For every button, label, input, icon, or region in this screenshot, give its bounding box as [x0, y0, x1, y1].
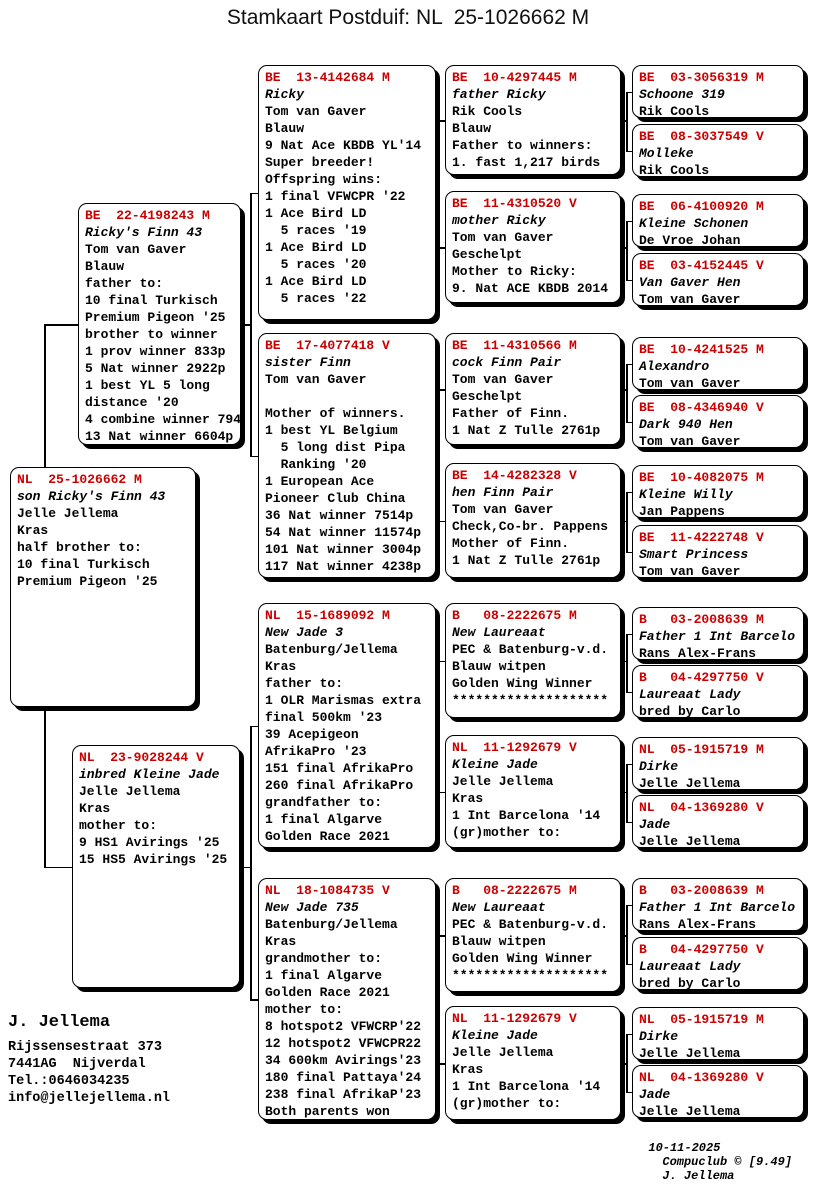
info-line: Tom van Gaver [265, 104, 367, 119]
ring-number: BE 08-3037549 V [639, 129, 764, 144]
info-line: bred by Carlo [639, 704, 741, 719]
info-line: Tom van Gaver [452, 230, 554, 245]
pedigree-box-gg1 [445, 65, 621, 175]
pigeon-name: sister Finn [265, 355, 351, 370]
info-line: Jelle Jellema [639, 1046, 741, 1061]
pigeon-name: Ricky's Finn 43 [85, 225, 203, 240]
pedigree-box-ggg12 [632, 795, 804, 848]
info-line: Blauw witpen [452, 934, 546, 949]
connector-stub [621, 661, 626, 663]
ring-number: BE 08-4346940 V [639, 400, 764, 415]
info-line: Jelle Jellema [79, 784, 181, 799]
connector-rail [438, 661, 440, 792]
info-line: De Vroe Johan [639, 233, 741, 248]
pedigree-box-gg8 [445, 1006, 621, 1120]
info-line: ******************** [452, 693, 609, 708]
pedigree-box-ggg4 [632, 253, 804, 306]
connector-stub [241, 324, 250, 326]
pedigree-box-ggg16 [632, 1065, 804, 1118]
connector-rail [250, 726, 252, 1000]
info-line: brother to winner [85, 327, 218, 342]
connector-stub [44, 867, 72, 869]
connector-stub [436, 726, 438, 728]
info-line: 1 Ace Bird LD [265, 240, 367, 255]
connector-stub [438, 661, 445, 663]
info-line: mother to: [79, 818, 158, 833]
pigeon-name: Molleke [639, 146, 694, 161]
info-line: Tom van Gaver [452, 502, 554, 517]
info-line: Super breeder! [265, 155, 375, 170]
connector-rail [626, 905, 628, 964]
ring-number: BE 03-4152445 V [639, 258, 764, 273]
connector-rail [250, 193, 252, 456]
ring-number: NL 25-1026662 M [17, 472, 142, 487]
pedigree-box-p2 [72, 745, 240, 988]
page-title: Stamkaart Postduif: NL 25-1026662 M [226, 6, 590, 29]
info-line: Offspring wins: [265, 172, 383, 187]
pigeon-name: son Ricky's Finn 43 [17, 489, 166, 504]
info-line: 1 final VFWCPR '22 [265, 189, 406, 204]
connector-stub [436, 999, 438, 1001]
info-line: distance '20 [85, 395, 179, 410]
footer-author: J. Jellema [662, 1169, 735, 1183]
info-line: father to: [85, 276, 164, 291]
owner-name: J. Jellema [8, 1013, 111, 1032]
connector-stub [438, 935, 445, 937]
info-line: Tom van Gaver [85, 242, 187, 257]
info-line: Premium Pigeon '25 [85, 310, 226, 325]
pigeon-name: Smart Princess [639, 547, 749, 562]
connector-rail [626, 492, 628, 552]
connector-rail [438, 389, 440, 521]
info-line: Ranking '20 [265, 457, 367, 472]
pedigree-box-gg5 [445, 603, 621, 718]
ring-number: NL 04-1369280 V [639, 800, 764, 815]
info-line: Geschelpt [452, 247, 523, 262]
pigeon-name: Kleine Schonen [639, 216, 749, 231]
info-line: 5 long dist Pipa [265, 440, 406, 455]
info-line: 151 final AfrikaPro [265, 761, 414, 776]
pedigree-box-g3 [258, 603, 436, 848]
info-line: final 500km '23 [265, 710, 383, 725]
info-line: Golden Race 2021 [265, 829, 390, 844]
ring-number: B 04-4297750 V [639, 670, 764, 685]
ring-number: NL 04-1369280 V [639, 1070, 764, 1085]
info-line: Kras [265, 659, 297, 674]
owner-email: info@jellejellema.nl [8, 1091, 171, 1106]
connector-rail [626, 1034, 628, 1092]
info-line: 12 hotspot2 VFWCPR22 [265, 1036, 422, 1051]
info-line: 15 HS5 Avirings '25 [79, 852, 228, 867]
owner-phone: Tel.:0646034235 [8, 1074, 130, 1089]
info-line: Tom van Gaver [639, 376, 741, 391]
pigeon-name: New Laureaat [452, 900, 546, 915]
pedigree-box-ggg6 [632, 395, 804, 448]
connector-stub [44, 324, 78, 326]
connector-stub [621, 389, 626, 391]
connector-stub [250, 999, 258, 1001]
pedigree-box-ggg1 [632, 65, 804, 118]
pedigree-box-ggg13 [632, 878, 804, 931]
pigeon-name: New Jade 3 [265, 625, 344, 640]
info-line: Blauw [452, 121, 492, 136]
info-line: Blauw [265, 121, 305, 136]
info-line: half brother to: [17, 540, 142, 555]
info-line: 36 Nat winner 7514p [265, 508, 414, 523]
connector-stub [438, 389, 445, 391]
info-line: 1 best YL 5 long [85, 378, 210, 393]
info-line: Mother of winners. [265, 406, 406, 421]
pedigree-box-gg3 [445, 333, 621, 445]
info-line: Both parents won [265, 1104, 390, 1119]
connector-stub [621, 935, 626, 937]
info-line: 1 Ace Bird LD [265, 274, 367, 289]
connector-rail [626, 634, 628, 692]
ring-number: NL 18-1084735 V [265, 883, 390, 898]
pedigree-box-ggg10 [632, 665, 804, 718]
info-line: Jan Pappens [639, 504, 725, 519]
info-line: 10 final Turkisch [85, 293, 218, 308]
info-line: Tom van Gaver [265, 372, 367, 387]
connector-rail [626, 364, 628, 422]
connector-stub [621, 1063, 626, 1065]
info-line: 1 final Algarve [265, 812, 383, 827]
info-line: Jelle Jellema [452, 774, 554, 789]
info-line: Rik Cools [639, 163, 710, 178]
pedigree-box-g1 [258, 65, 436, 320]
pigeon-name: Dirke [639, 759, 679, 774]
info-line: Batenburg/Jellema [265, 917, 398, 932]
info-line: Rik Cools [639, 104, 710, 119]
info-line: 5 Nat winner 2922p [85, 361, 226, 376]
pigeon-name: Father 1 Int Barcelo [639, 629, 796, 644]
info-line: ******************** [452, 968, 609, 983]
pigeon-name: father Ricky [452, 87, 546, 102]
pigeon-name: cock Finn Pair [452, 355, 562, 370]
info-line: Kras [265, 934, 297, 949]
info-line: Batenburg/Jellema [265, 642, 398, 657]
pedigree-box-g2 [258, 333, 436, 578]
info-line: (gr)mother to: [452, 1096, 562, 1111]
info-line: Golden Race 2021 [265, 985, 390, 1000]
info-line: 1 European Ace [265, 474, 375, 489]
connector-rail [626, 221, 628, 280]
pigeon-name: hen Finn Pair [452, 485, 554, 500]
connector-rail [626, 92, 628, 151]
info-line: bred by Carlo [639, 976, 741, 991]
pigeon-name: mother Ricky [452, 213, 546, 228]
ring-number: B 03-2008639 M [639, 883, 764, 898]
info-line: Father of Finn. [452, 406, 570, 421]
connector-stub [250, 726, 258, 728]
ring-number: BE 10-4082075 M [639, 470, 764, 485]
info-line: 4 combine winner 794 [85, 412, 242, 427]
pedigree-box-g4 [258, 878, 436, 1120]
ring-number: BE 17-4077418 V [265, 338, 390, 353]
pedigree-box-p1 [78, 203, 241, 445]
connector-rail [626, 764, 628, 822]
info-line: 13 Nat winner 6604p [85, 429, 234, 444]
info-line: Jelle Jellema [639, 834, 741, 849]
info-line: 1 prov winner 833p [85, 344, 226, 359]
pigeon-name: Kleine Willy [639, 487, 733, 502]
pigeon-name: Laureaat Lady [639, 687, 741, 702]
pedigree-box-gg2 [445, 191, 621, 303]
info-line: grandmother to: [265, 951, 383, 966]
info-line: 5 races '20 [265, 257, 367, 272]
ring-number: B 08-2222675 M [452, 883, 577, 898]
info-line: AfrikaPro '23 [265, 744, 367, 759]
pigeon-name: Dirke [639, 1029, 679, 1044]
pedigree-box-ggg8 [632, 525, 804, 578]
info-line: Rans Alex-Frans [639, 646, 757, 661]
ring-number: BE 11-4222748 V [639, 530, 764, 545]
info-line: Premium Pigeon '25 [17, 574, 158, 589]
pedigree-box-ggg14 [632, 937, 804, 990]
info-line: Blauw [85, 259, 125, 274]
info-line: Kras [452, 791, 484, 806]
pigeon-name: Van Gaver Hen [639, 275, 741, 290]
pigeon-name: Kleine Jade [452, 1028, 538, 1043]
info-line: 10 final Turkisch [17, 557, 150, 572]
info-line: 5 races '22 [265, 291, 367, 306]
ring-number: NL 23-9028244 V [79, 750, 204, 765]
info-line: PEC & Batenburg-v.d. [452, 642, 609, 657]
info-line: grandfather to: [265, 795, 383, 810]
pedigree-box-ggg2 [632, 124, 804, 177]
pedigree-box-ggg15 [632, 1007, 804, 1060]
pedigree-box-gg4 [445, 463, 621, 578]
ring-number: NL 11-1292679 V [452, 740, 577, 755]
info-line: Blauw witpen [452, 659, 546, 674]
pigeon-name: Schoone 319 [639, 87, 725, 102]
pigeon-name: Jade [639, 1087, 671, 1102]
info-line: 101 Nat winner 3004p [265, 542, 422, 557]
ring-number: BE 10-4297445 M [452, 70, 577, 85]
ring-number: B 03-2008639 M [639, 612, 764, 627]
info-line: Tom van Gaver [639, 434, 741, 449]
ring-number: BE 22-4198243 M [85, 208, 210, 223]
connector-rail [438, 935, 440, 1063]
info-line: PEC & Batenburg-v.d. [452, 917, 609, 932]
pigeon-name: Ricky [265, 87, 305, 102]
info-line: Jelle Jellema [17, 506, 119, 521]
ring-number: BE 06-4100920 M [639, 199, 764, 214]
info-line: 1 OLR Marismas extra [265, 693, 422, 708]
info-line: Golden Wing Winner [452, 951, 593, 966]
info-line: 1 final Algarve [265, 968, 383, 983]
connector-stub [438, 247, 445, 249]
info-line: Rik Cools [452, 104, 523, 119]
info-line: 1 best YL Belgium [265, 423, 398, 438]
info-line: 1 Nat Z Tulle 2761p [452, 423, 601, 438]
ring-number: BE 13-4142684 M [265, 70, 390, 85]
info-line: Jelle Jellema [452, 1045, 554, 1060]
info-line: Father to winners: [452, 138, 593, 153]
connector-stub [438, 792, 445, 794]
ring-number: NL 15-1689092 M [265, 608, 390, 623]
pedigree-box-ggg3 [632, 194, 804, 247]
ring-number: BE 11-4310520 V [452, 196, 577, 211]
owner-street: Rijssensestraat 373 [8, 1040, 162, 1055]
print-footer [620, 1127, 792, 1197]
ring-number: NL 11-1292679 V [452, 1011, 577, 1026]
info-line: 180 final Pattaya'24 [265, 1070, 422, 1085]
ring-number: NL 05-1915719 M [639, 742, 764, 757]
info-line: 9 HS1 Avirings '25 [79, 835, 220, 850]
pigeon-name: Father 1 Int Barcelo [639, 900, 796, 915]
footer-software: Compuclub © [9.49] [662, 1155, 792, 1169]
connector-stub [438, 1063, 445, 1065]
footer-date: 10-11-2025 [648, 1141, 721, 1155]
connector-stub [438, 521, 445, 523]
connector-stub [250, 193, 258, 195]
info-line: Pioneer Club China [265, 491, 406, 506]
connector-stub [621, 120, 626, 122]
info-line: Golden Wing Winner [452, 676, 593, 691]
pedigree-box-ggg11 [632, 737, 804, 790]
pigeon-name: Alexandro [639, 359, 710, 374]
pedigree-box-ggg7 [632, 465, 804, 518]
ring-number: BE 03-3056319 M [639, 70, 764, 85]
info-line: Check,Co-br. Pappens [452, 519, 609, 534]
info-line: 9 Nat Ace KBDB YL'14 [265, 138, 422, 153]
pigeon-name: Dark 940 Hen [639, 417, 733, 432]
info-line [265, 388, 429, 405]
info-line: Tom van Gaver [639, 564, 741, 579]
pigeon-name: Jade [639, 817, 671, 832]
ring-number: NL 05-1915719 M [639, 1012, 764, 1027]
info-line: Kras [452, 1062, 484, 1077]
pigeon-name: New Laureaat [452, 625, 546, 640]
info-line: Tom van Gaver [639, 292, 741, 307]
ring-number: BE 10-4241525 M [639, 342, 764, 357]
pigeon-name: Kleine Jade [452, 757, 538, 772]
info-line: 260 final AfrikaPro [265, 778, 414, 793]
info-line: 1 Int Barcelona '14 [452, 1079, 601, 1094]
info-line: 117 Nat winner 4238p [265, 559, 422, 574]
connector-stub [240, 867, 250, 869]
connector-stub [250, 456, 258, 458]
info-line: Rans Alex-Frans [639, 917, 757, 932]
info-line: father to: [265, 676, 344, 691]
pigeon-name: New Jade 735 [265, 900, 359, 915]
info-line: Jelle Jellema [639, 776, 741, 791]
ring-number: B 08-2222675 M [452, 608, 577, 623]
pedigree-box-ggg9 [632, 607, 804, 660]
info-line: 1 Nat Z Tulle 2761p [452, 553, 601, 568]
connector-stub [621, 521, 626, 523]
info-line: Geschelpt [452, 389, 523, 404]
ring-number: B 04-4297750 V [639, 942, 764, 957]
connector-rail [438, 120, 440, 247]
owner-city: 7441AG Nijverdal [8, 1057, 146, 1072]
connector-stub [436, 193, 438, 195]
pedigree-box-ggg5 [632, 337, 804, 390]
pedigree-box-gg7 [445, 878, 621, 992]
info-line: 8 hotspot2 VFWCRP'22 [265, 1019, 422, 1034]
info-line: 238 final AfrikaP'23 [265, 1087, 422, 1102]
connector-stub [621, 792, 626, 794]
info-line: (gr)mother to: [452, 825, 562, 840]
info-line: Tom van Gaver [452, 372, 554, 387]
pigeon-name: inbred Kleine Jade [79, 767, 220, 782]
connector-stub [438, 120, 445, 122]
ring-number: BE 11-4310566 M [452, 338, 577, 353]
info-line: 5 races '19 [265, 223, 367, 238]
info-line: 1. fast 1,217 birds [452, 155, 601, 170]
pedigree-box-subject [10, 467, 196, 707]
info-line: 1 Ace Bird LD [265, 206, 367, 221]
pigeon-name: Laureaat Lady [639, 959, 741, 974]
info-line: Mother of Finn. [452, 536, 570, 551]
info-line: Kras [79, 801, 111, 816]
info-line: Mother to Ricky: [452, 264, 577, 279]
info-line: 1 Int Barcelona '14 [452, 808, 601, 823]
info-line: Kras [17, 523, 49, 538]
ring-number: BE 14-4282328 V [452, 468, 577, 483]
info-line: 54 Nat winner 11574p [265, 525, 422, 540]
info-line: 34 600km Avirings'23 [265, 1053, 422, 1068]
info-line: 39 Acepigeon [265, 727, 359, 742]
info-line: 9. Nat ACE KBDB 2014 [452, 281, 609, 296]
info-line: Jelle Jellema [639, 1104, 741, 1119]
owner-contact-block [8, 1012, 170, 1107]
pedigree-box-gg6 [445, 735, 621, 848]
connector-stub [436, 456, 438, 458]
info-line: mother to: [265, 1002, 344, 1017]
connector-stub [621, 247, 626, 249]
